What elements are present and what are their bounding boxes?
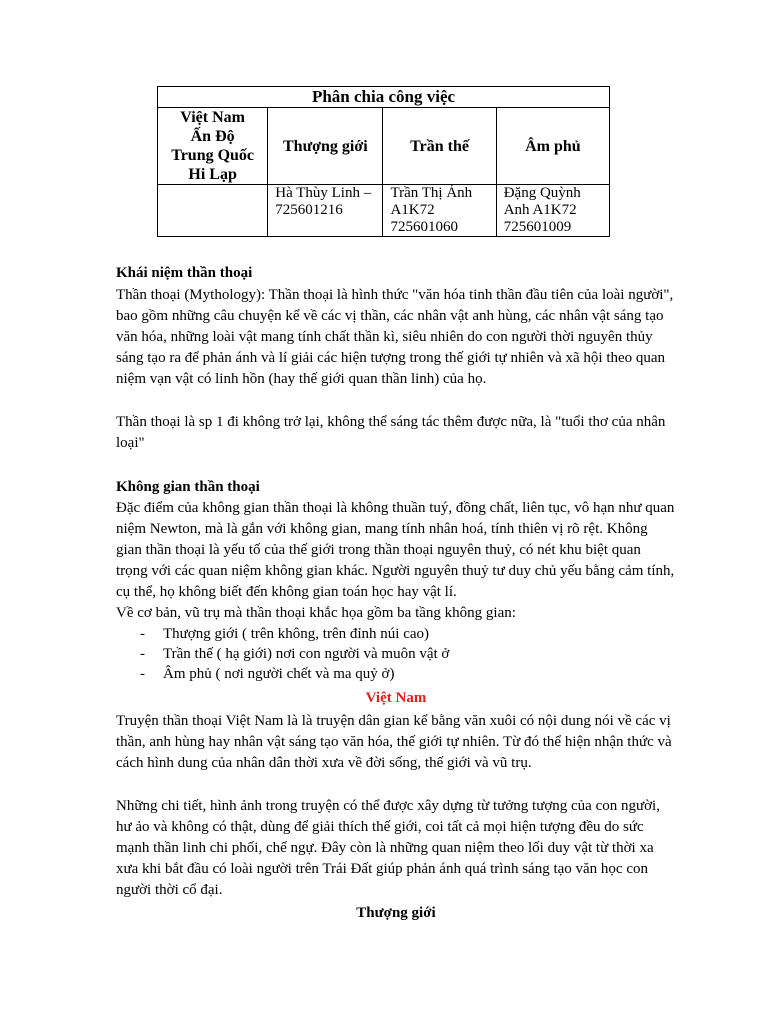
paragraph: Truyện thần thoại Việt Nam là là truyện dân gian kể bằng văn xuôi có nội dung nói về các vị thần, anh hùng hay nhân vật sáng tạo văn hóa, thế giới tự nhiên. Từ đó thể hiện nhận thức và cách hình dung của nhân dân thời xưa về đời sống, thế giới và vũ trụ.	[116, 713, 672, 771]
table-row	[158, 185, 610, 237]
section-space	[116, 477, 676, 684]
header-thuong-gioi: Thượng giới	[268, 108, 383, 185]
paragraph: Thần thoại (Mythology): Thần thoại là hình thức "văn hóa tinh thần đầu tiên của loài người", bao gồm những câu chuyện kể về các vị thần, các nhân vật anh hùng, các nhân vật sáng tạo văn hóa, những loài vật mang tính chất thần kì, siêu nhiên do con người thời nguyên thủy sáng tạo ra để phản ánh và lí giải các hiện tượng trong thế giới tự nhiên và xã hội theo quan niệm vạn vật có linh hồn (hay thế giới quan thần linh) của họ.	[116, 287, 674, 387]
list-bullet: -	[140, 646, 145, 662]
list-item	[140, 644, 676, 664]
header-countries-text: Việt Nam Ấn Độ Trung Quốc Hi Lạp	[171, 109, 255, 183]
subheading-thuong-gioi: Thượng giới	[356, 905, 436, 921]
list-item-text: Trần thế ( hạ giới) nơi con người và muôn vật ở	[163, 646, 450, 662]
section-heading: Không gian thần thoại	[116, 479, 260, 495]
section-concept	[116, 263, 676, 454]
section-heading-vietnam: Việt Nam	[365, 690, 427, 706]
list-item-text: Thượng giới ( trên không, trên đỉnh núi cao)	[163, 626, 430, 642]
table-title: Phân chia công việc	[158, 87, 610, 108]
list-bullet: -	[140, 626, 145, 642]
list-bullet: -	[140, 666, 145, 682]
list-item	[140, 624, 676, 644]
section-vietnam	[116, 688, 676, 924]
paragraph: Những chi tiết, hình ảnh trong truyện có thể được xây dựng từ tưởng tượng của con người, hư ảo và không có thật, dùng để giải thích thế giới, coi tất cả mọi hiện tượng đều do sức mạnh thần linh chi phối, chế ngự. Đây còn là những quan niệm theo lối duy vật từ thời xa xưa khi bắt đầu có loài người trên Trái Đất giúp phản ánh quá trình sáng tạo văn học con người thời cổ đại.	[116, 798, 660, 898]
header-am-phu: Âm phủ	[496, 108, 609, 185]
header-tran-the: Trần thế	[383, 108, 496, 185]
paragraph: Về cơ bản, vũ trụ mà thần thoại khắc họa gồm ba tầng không gian:	[116, 605, 516, 621]
table-cell-thuong-gioi: Hà Thùy Linh – 725601216	[268, 185, 383, 237]
section-heading: Khái niệm thần thoại	[116, 265, 253, 281]
list-item	[140, 664, 676, 684]
table-header-row	[158, 108, 610, 185]
paragraph: Đặc điểm của không gian thần thoại là không thuần tuý, đồng chất, liên tục, vô hạn như quan niệm Newton, mà là gắn với không gian, mang tính nhân hoá, tính thiên vị rõ rệt. Không gian thần thoại là yếu tố của thế giới trong thần thoại nguyên thuỷ, có nét khu biệt quan trọng với các quan niệm không gian khác. Người nguyên thuỷ tư duy chủ yếu bằng cảm tính, cụ thể, họ không biết đến không gian toán học hay vật lí.	[116, 500, 675, 600]
space-layer-list	[116, 624, 676, 684]
list-item-text: Âm phủ ( nơi người chết và ma quỷ ở)	[163, 666, 395, 682]
header-countries	[158, 108, 268, 185]
assignment-table	[157, 86, 610, 237]
table-cell-am-phu: Đặng Quỳnh Anh A1K72 725601009	[496, 185, 609, 237]
table-cell-tran-the: Trần Thị Ánh A1K72 725601060	[383, 185, 496, 237]
paragraph: Thần thoại là sp 1 đi không trở lại, không thể sáng tác thêm được nữa, là "tuổi thơ của nhân loại"	[116, 414, 666, 451]
table-cell-empty	[158, 185, 268, 237]
